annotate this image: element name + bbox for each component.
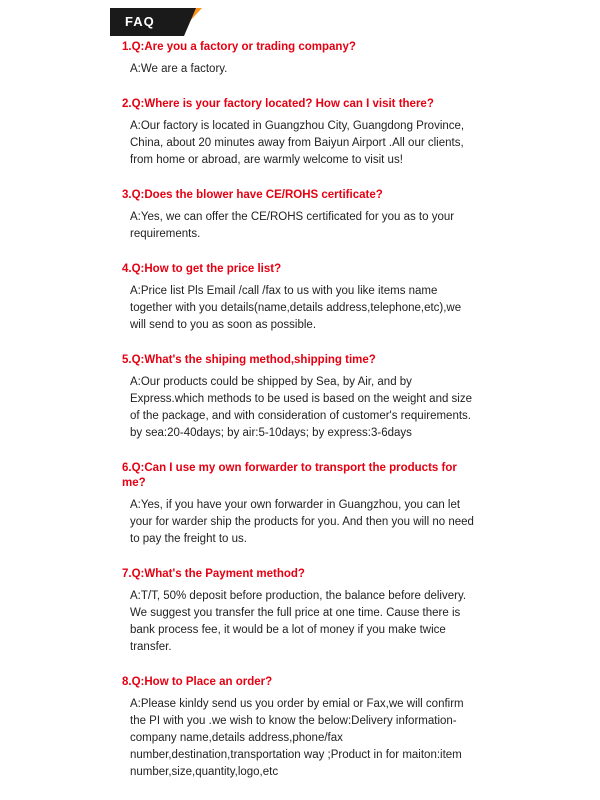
faq-answer: A:Our products could be shipped by Sea, by Air, and by Express.which methods to be used is based on the weight and size of the package, and with consideration of customer's requirements. by sea:20-40days; by air:5-10days; by express:3-6days [130, 376, 473, 439]
faq-question: 2.Q:Where is your factory located? How can I visit there? [122, 98, 434, 110]
faq-badge [110, 8, 206, 36]
faq-item [122, 262, 474, 334]
faq-badge-title: FAQ [125, 14, 155, 29]
faq-item [122, 461, 474, 548]
faq-answer: A:We are a factory. [130, 63, 228, 75]
faq-question: 8.Q:How to Place an order? [122, 676, 273, 688]
faq-question: 7.Q:What's the Payment method? [122, 568, 305, 580]
faq-question: 3.Q:Does the blower have CE/ROHS certificate? [122, 189, 383, 201]
faq-item [122, 40, 474, 78]
faq-answer: A:Yes, we can offer the CE/ROHS certificated for you as to your requirements. [130, 211, 455, 240]
faq-item [122, 353, 474, 442]
faq-answer: A:Our factory is located in Guangzhou City, Guangdong Province, China, about 20 minutes away from Baiyun Airport .All our clients, from home or abroad, are warmly welcome to visit us! [130, 120, 465, 166]
faq-answer: A:Please kinldy send us you order by emial or Fax,we will confirm the PI with you .we wish to know the below:Delivery information-company name,details address,phone/fax number,destination,transportation way ;Product in for maiton:item number,size,quantity,logo,etc [130, 698, 464, 778]
faq-answer: A:T/T, 50% deposit before production, the balance before delivery. We suggest you transfer the full price at one time. Cause there is bank process fee, it would be a lot of money if you make twice transfer. [130, 590, 467, 653]
faq-item [122, 567, 474, 656]
faq-item [122, 188, 474, 243]
faq-item [122, 675, 474, 781]
faq-item [122, 97, 474, 169]
faq-answer: A:Yes, if you have your own forwarder in Guangzhou, you can let your for warder ship the products for you. And then you will no need to pay the freight to us. [130, 499, 474, 545]
faq-question: 5.Q:What's the shiping method,shipping time? [122, 354, 376, 366]
faq-list [122, 40, 474, 800]
faq-question: 4.Q:How to get the price list? [122, 263, 282, 275]
faq-answer: A:Price list Pls Email /call /fax to us with you like items name together with you details(name,details address,telephone,etc),we will send to you as soon as possible. [130, 285, 462, 331]
faq-question: 1.Q:Are you a factory or trading company? [122, 41, 356, 53]
faq-question: 6.Q:Can I use my own forwarder to transport the products for me? [122, 462, 457, 489]
